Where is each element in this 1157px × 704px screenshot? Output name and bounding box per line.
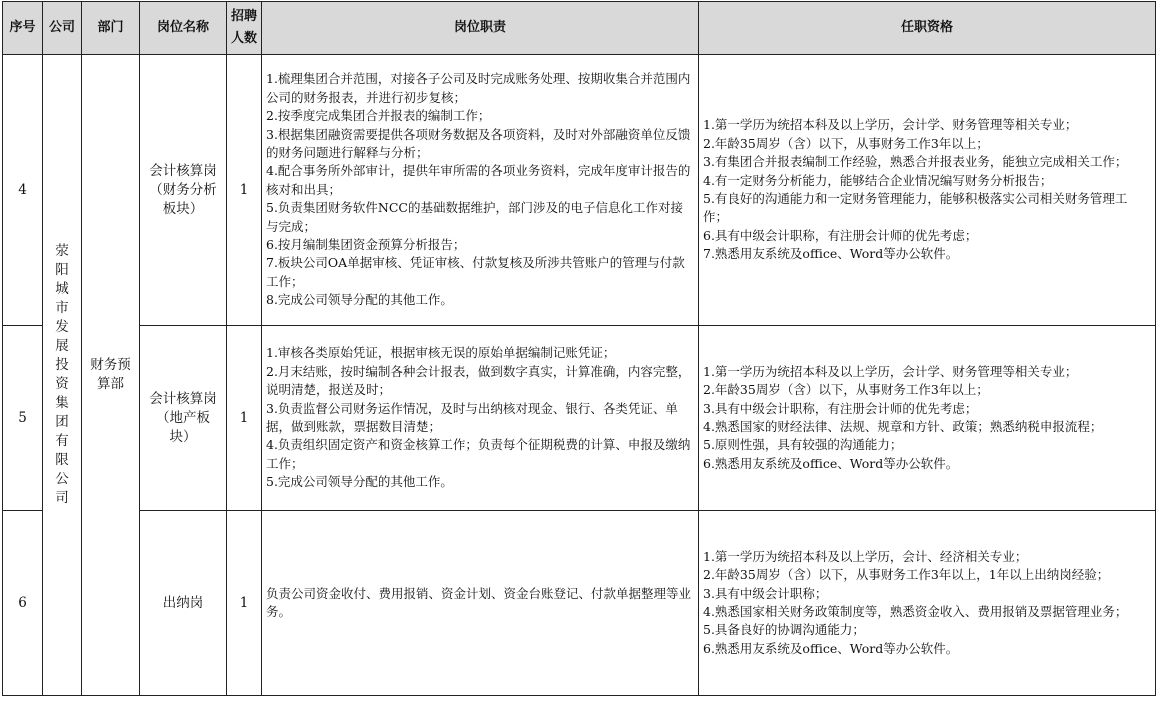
position-cell: 会计核算岗（财务分析板块） [140,55,227,326]
list-item: 3.根据集团融资需要提供各项财务数据及各项资料，及时对外部融资单位反馈的财务问题进行解释与分析； [266,126,691,160]
list-item: 3.具有中级会计职称，有注册会计师的优先考虑； [703,400,978,416]
row-seq: 4 [3,55,43,326]
list-item: 4.配合事务所外部审计，提供年审所需的各项业务资料，完成年度审计报告的核对和出具； [266,163,691,197]
row-seq: 5 [3,326,43,511]
list-item: 5.有良好的沟通能力和一定财务管理能力，能够积极落实公司相关财务管理工作； [703,191,1128,225]
header-duties: 岗位职责 [262,2,699,55]
headcount-cell: 1 [227,326,262,511]
headcount-cell: 1 [227,55,262,326]
list-item: 1.第一学历为统招本科及以上学历，会计、经济相关专业； [703,548,1028,564]
list-item: 负责公司资金收付、费用报销、资金计划、资金台账登记、付款单据整理等业务。 [266,585,692,619]
list-item: 2.月末结账，按时编制各种会计报表，做到数字真实，计算准确，内容完整，说明清楚，报送及时； [266,363,691,398]
list-item: 1.第一学历为统招本科及以上学历，会计学、财务管理等相关专业； [703,117,1078,133]
header-position: 岗位名称 [140,2,227,55]
list-item: 5.具备良好的协调沟通能力； [703,622,865,638]
header-requirements: 任职资格 [699,2,1156,55]
list-item: 2.按季度完成集团合并报表的编制工作； [266,108,491,124]
duties-cell [262,55,699,326]
list-item: 3.负责监督公司财务运作情况，及时与出纳核对现金、银行、各类凭证、单据，做到账款，票据数目清楚； [266,400,678,434]
list-item: 6.按月编制集团资金预算分析报告； [266,237,466,253]
requirements-cell [699,55,1156,326]
header-row [3,2,1156,55]
duties-list [266,70,694,309]
department-cell: 财务预算部 [82,55,140,696]
list-item: 8.完成公司领导分配的其他工作。 [266,292,453,308]
duties-list [266,585,694,622]
position-cell: 会计核算岗（地产板块） [140,326,227,511]
list-item: 2.年龄35周岁（含）以下，从事财务工作3年以上； [703,135,989,151]
duties-cell [262,326,699,511]
list-item: 5.完成公司领导分配的其他工作。 [266,474,453,490]
list-item: 1.梳理集团合并范围，对接各子公司及时完成账务处理、按期收集合并范围内公司的财务报表，并进行初步复核； [266,71,691,105]
list-item: 3.有集团合并报表编制工作经验，熟悉合并报表业务，能独立完成相关工作； [703,154,1128,170]
requirements-list [703,548,1151,658]
table-row [3,326,1156,511]
header-department: 部门 [82,2,140,55]
position-cell: 出纳岗 [140,511,227,696]
table-row [3,511,1156,696]
requirements-list [703,363,1151,473]
table-row [3,55,1156,326]
list-item: 2.年龄35周岁（含）以下，从事财务工作3年以上； [703,382,989,398]
list-item: 4.熟悉国家的财经法律、法规、规章和方针、政策；熟悉纳税申报流程； [703,419,1103,434]
list-item: 6.具有中级会计职称，有注册会计师的优先考虑； [703,227,978,243]
company-cell: 荥阳城市发展投资集团有限公司 [43,55,82,696]
list-item: 5.原则性强，具有较强的沟通能力； [703,437,903,453]
list-item: 6.熟悉用友系统及office、Word等办公软件。 [703,640,959,656]
requirements-list [703,116,1151,263]
list-item: 7.板块公司OA单据审核、凭证审核、付款复核及所涉共管账户的管理与付款工作； [266,255,685,289]
list-item: 6.熟悉用友系统及office、Word等办公软件。 [703,455,959,471]
list-item: 1.第一学历为统招本科及以上学历，会计学、财务管理等相关专业； [703,363,1078,379]
list-item: 2.年龄35周岁（含）以下，从事财务工作3年以上，1年以上出纳岗经验； [703,567,1110,583]
list-item: 4.熟悉国家相关财务政策制度等，熟悉资金收入、费用报销及票据管理业务； [703,604,1128,619]
list-item: 4.有一定财务分析能力，能够结合企业情况编写财务分析报告； [703,172,1053,188]
requirements-cell [699,326,1156,511]
header-seq: 序号 [3,2,43,55]
recruitment-table [2,1,1156,696]
duties-list [266,344,694,491]
list-item: 4.负责组织固定资产和资金核算工作；负责每个征期税费的计算、申报及缴纳工作； [266,437,691,471]
header-headcount: 招聘人数 [227,2,262,55]
duties-cell [262,511,699,696]
list-item: 7.熟悉用友系统及office、Word等办公软件。 [703,246,959,262]
header-company: 公司 [43,2,82,55]
list-item: 3.具有中级会计职称； [703,585,828,601]
row-seq: 6 [3,511,43,696]
headcount-cell: 1 [227,511,262,696]
list-item: 1.审核各类原始凭证，根据审核无误的原始单据编制记账凭证； [266,345,616,361]
list-item: 5.负责集团财务软件NCC的基础数据维护，部门涉及的电子信息化工作对接与完成； [266,200,683,234]
requirements-cell [699,511,1156,696]
